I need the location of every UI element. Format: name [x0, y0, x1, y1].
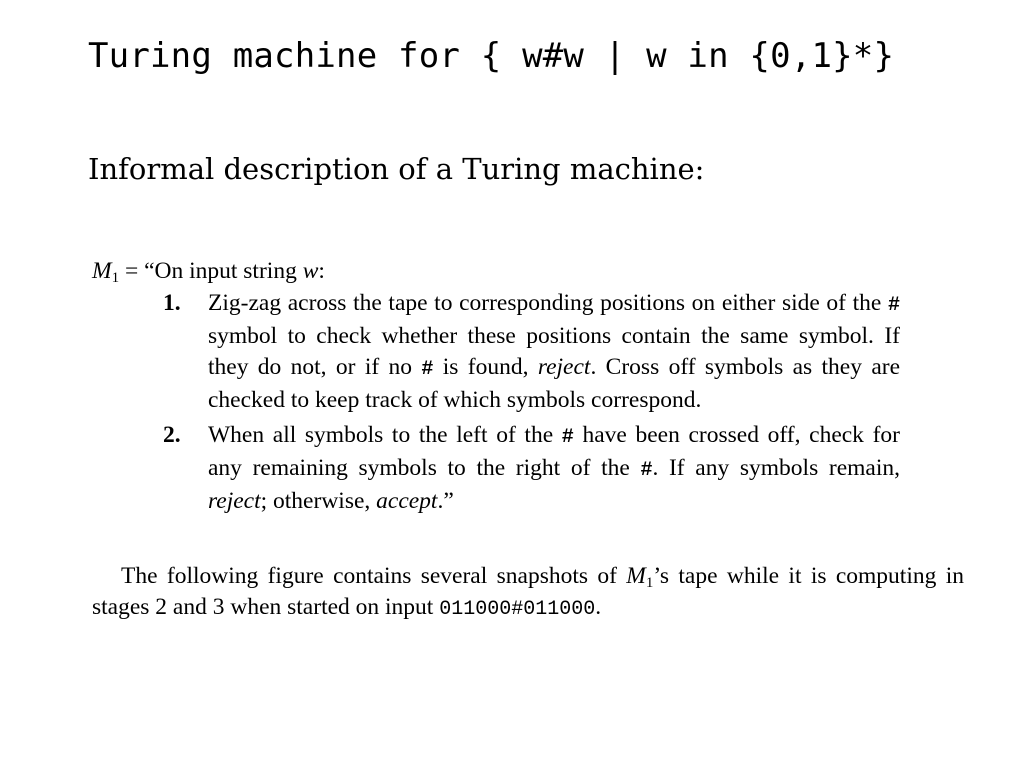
machine-name: $M_1$ — [92, 258, 120, 286]
reject-term: reject — [208, 488, 261, 514]
input-string: 011000#011000 — [439, 598, 596, 621]
hash-symbol: # — [887, 294, 900, 317]
hash-symbol: # — [561, 426, 574, 449]
slide-title: Turing machine for { w#w | w in {0,1}*} — [88, 36, 895, 76]
step-number: 1. — [163, 290, 181, 316]
definition-step-2: 2. When all symbols to the left of the # have been crossed off, check for any remaining symbols to the right of the #. If any symbols remain, reject; otherwise, accept.” — [163, 422, 900, 514]
hash-symbol: # — [640, 459, 653, 482]
definition-step-1: 1. Zig-zag across the tape to corresponding positions on either side of the # symbol to check whether these positions contain the same symbol. If they do not, or if no # is found, reject. Cross off symbols as they are checked to keep track of which symbols correspond. — [163, 290, 901, 413]
figure-description-paragraph: The following figure contains several snapshots of $M_1’s$ tape while it is computing in stages 2 and 3 when started on input 011000#011000. — [92, 563, 964, 621]
hash-symbol: # — [421, 358, 434, 381]
step-number: 2. — [163, 422, 181, 448]
slide-subtitle: Informal description of a Turing machine: — [88, 152, 705, 186]
machine-definition — [92, 256, 972, 517]
definition-heading: $M_1$ = “On input string w: — [92, 258, 325, 286]
reject-term: reject — [537, 354, 591, 380]
accept-term: accept — [376, 488, 438, 514]
machine-name: $M_1$ — [626, 563, 654, 591]
